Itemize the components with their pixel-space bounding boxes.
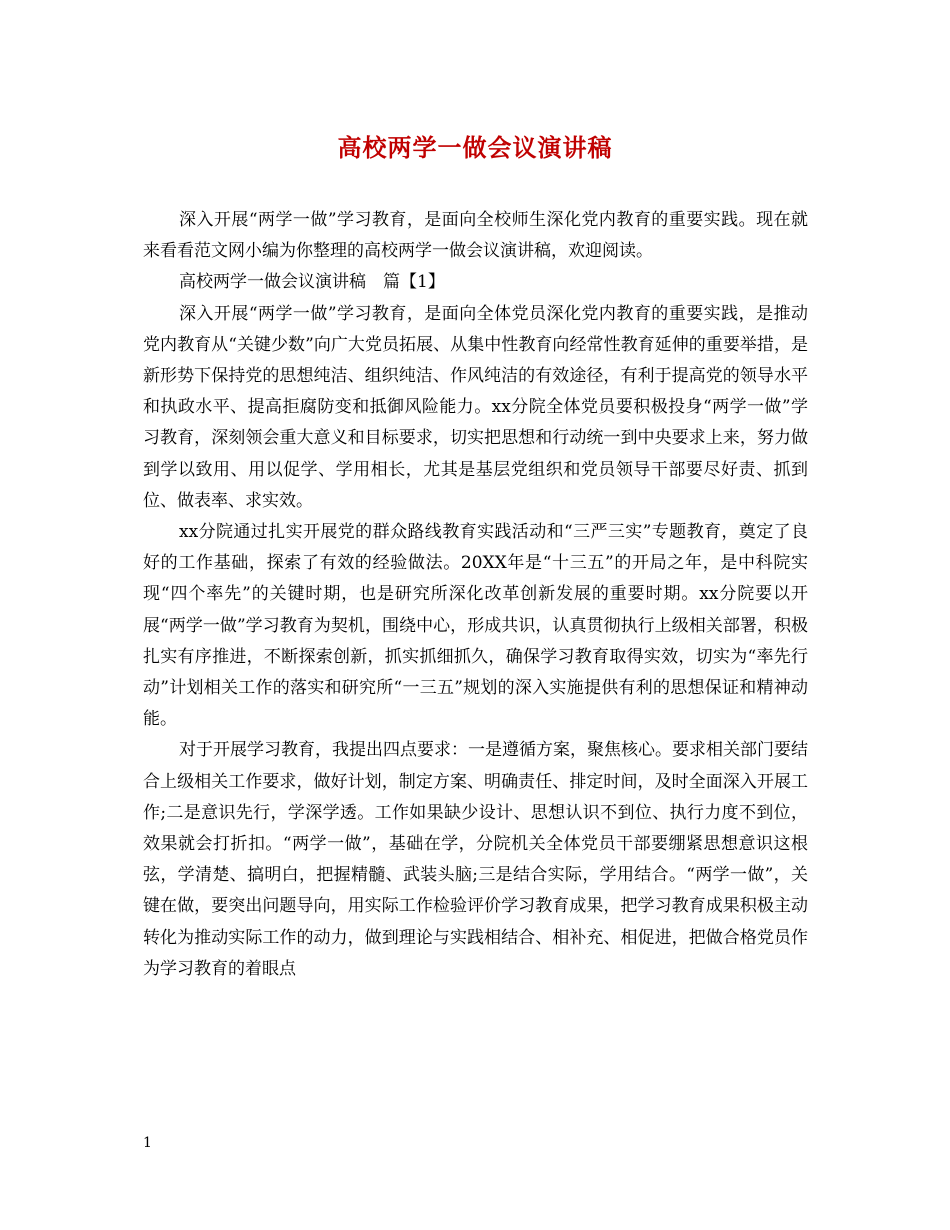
- body-paragraph: xx分院通过扎实开展党的群众路线教育实践活动和“三严三实”专题教育，奠定了良好的工作基础，探索了有效的经验做法。20XX年是“十三五”的开局之年，是中科院实现“四个率先”的关键时期，也是研究所深化改革创新发展的重要时期。xx分院要以开展“两学一做”学习教育为契机，围绕中心，形成共识，认真贯彻执行上级相关部署，积极扎实有序推进，不断探索创新，抓实抓细抓久，确保学习教育取得实效，切实为“率先行动”计划相关工作的落实和研究所“一三五”规划的深入实施提供有利的思想保证和精神动能。: [143, 522, 808, 730]
- body-paragraph: 深入开展“两学一做”学习教育，是面向全体党员深化党内教育的重要实践，是推动党内教育从“关键少数”向广大党员拓展、从集中性教育向经常性教育延伸的重要举措，是新形势下保持党的思想纯洁、组织纯洁、作风纯洁的有效途径，有利于提高党的领导水平和执政水平、提高拒腐防变和抵御风险能力。xx分院全体党员要积极投身“两学一做”学习教育，深刻领会重大意义和目标要求，切实把思想和行动统一到中央要求上来，努力做到学以致用、用以促学、学用相长，尤其是基层党组织和党员领导干部要尽好责、抓到位、做表率、求实效。: [143, 303, 808, 511]
- document-title: 高校两学一做会议演讲稿: [337, 133, 613, 162]
- intro-paragraph: 深入开展“两学一做”学习教育，是面向全校师生深化党内教育的重要实践。现在就来看看范文网小编为你整理的高校两学一做会议演讲稿，欢迎阅读。: [143, 210, 808, 262]
- document-body: [143, 205, 808, 985]
- page-number: 1: [143, 1135, 152, 1151]
- body-paragraph: 对于开展学习教育，我提出四点要求：一是遵循方案，聚焦核心。要求相关部门要结合上级相关工作要求，做好计划，制定方案、明确责任、排定时间，及时全面深入开展工作;二是意识先行，学深学透。工作如果缺少设计、思想认识不到位、执行力度不到位，效果就会打折扣。“两学一做”，基础在学，分院机关全体党员干部要绷紧思想意识这根弦，学清楚、搞明白，把握精髓、武装头脑;三是结合实际，学用结合。“两学一做”，关键在做，要突出问题导向，用实际工作检验评价学习教育成果，把学习教育成果积极主动转化为推动实际工作的动力，做到理论与实践相结合、相补充、相促进，把做合格党员作为学习教育的着眼点: [143, 740, 808, 979]
- section-heading: 高校两学一做会议演讲稿 篇【1】: [179, 272, 445, 293]
